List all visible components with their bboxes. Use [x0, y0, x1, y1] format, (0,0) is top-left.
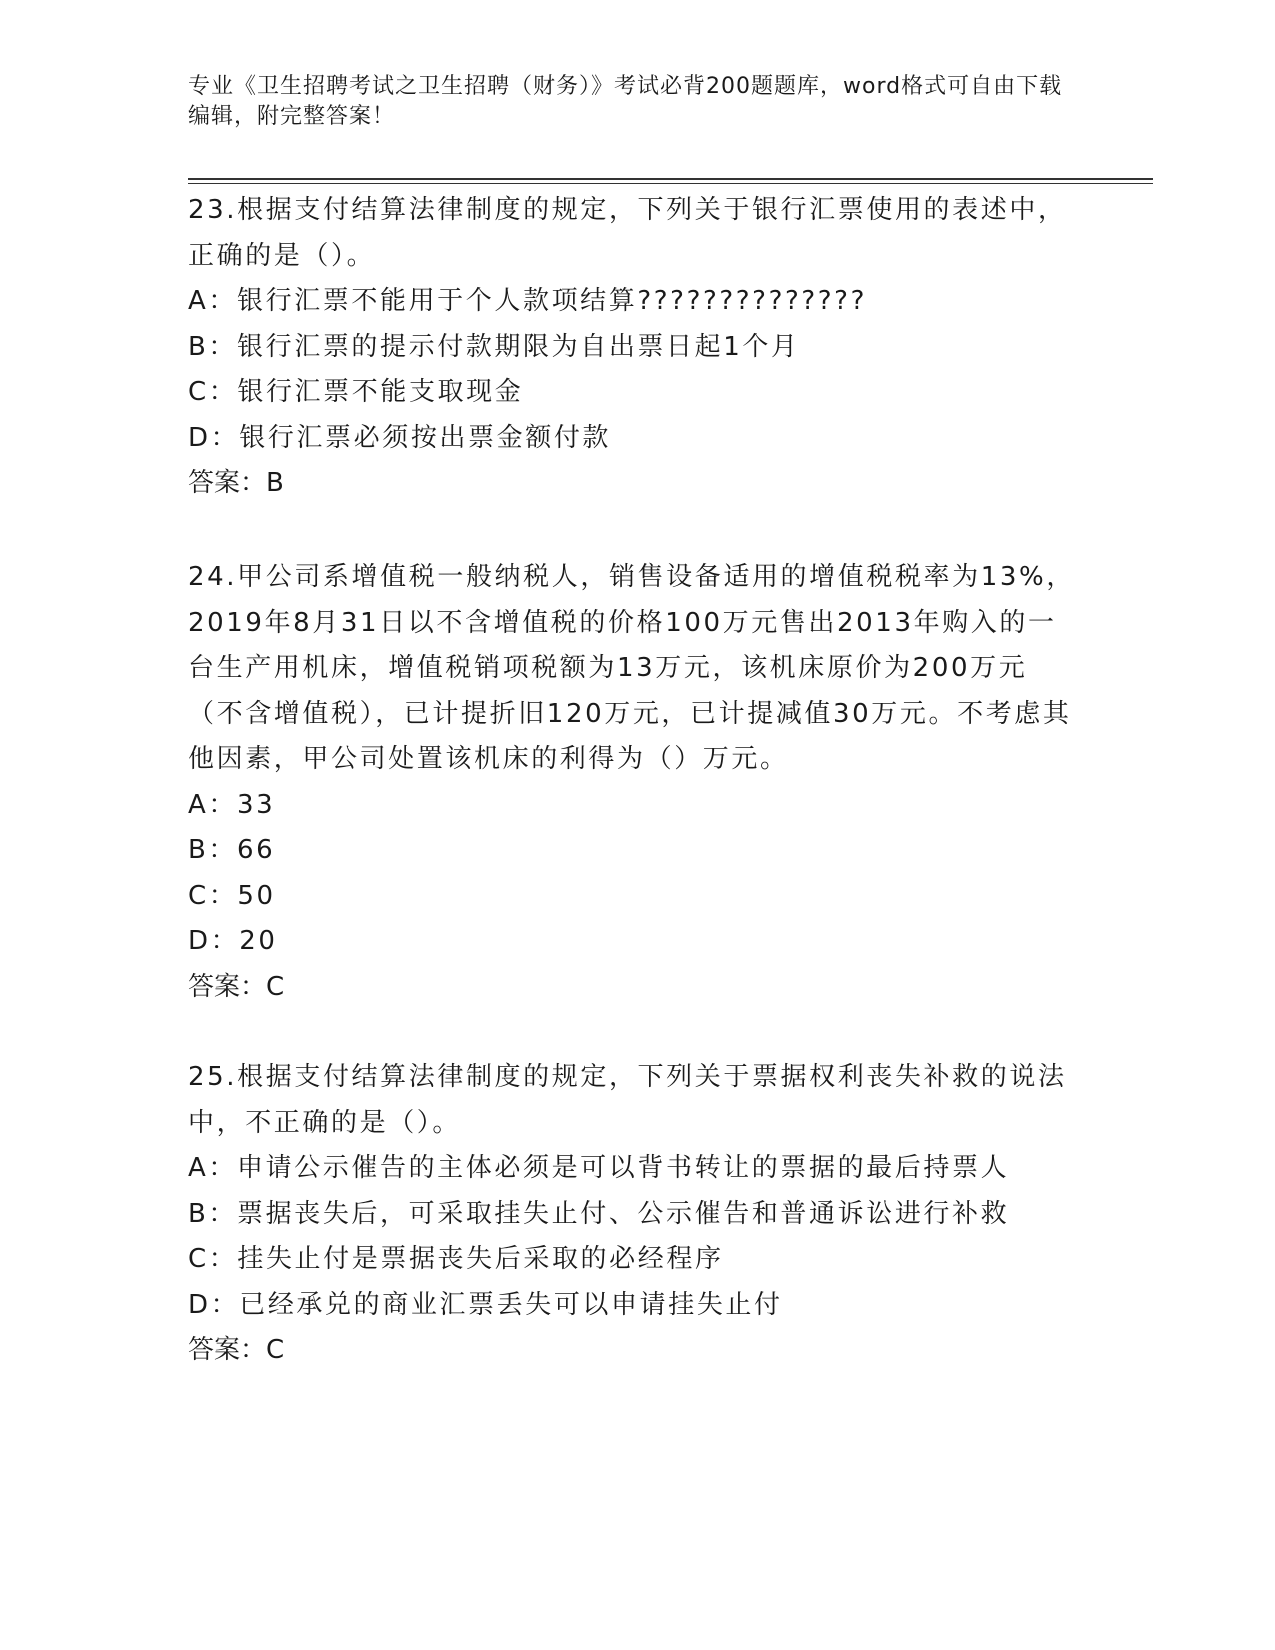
- option-a: A：33: [188, 789, 276, 820]
- option-d: D：已经承兑的商业汇票丢失可以申请挂失止付: [188, 1289, 783, 1320]
- answer-line: 答案：C: [188, 1335, 285, 1365]
- answer-line: 答案：B: [188, 468, 284, 498]
- document-header: 专业《卫生招聘考试之卫生招聘（财务）》考试必背200题题库，word格式可自由下载编辑，附完整答案！: [188, 74, 1063, 129]
- option-b: B：66: [188, 835, 276, 865]
- question-stem: 25.根据支付结算法律制度的规定，下列关于票据权利丧失补救的说法中，不正确的是（）。: [188, 1062, 1067, 1138]
- option-b: B：银行汇票的提示付款期限为自出票日起1个月: [188, 331, 800, 362]
- option-d: D：20: [188, 926, 278, 956]
- question-24: [188, 555, 1078, 1010]
- option-a: A：银行汇票不能用于个人款项结算??????????????: [188, 286, 867, 316]
- option-d: D：银行汇票必须按出票金额付款: [188, 422, 612, 453]
- question-25: [188, 1055, 1078, 1374]
- option-c: C：挂失止付是票据丧失后采取的必经程序: [188, 1244, 724, 1274]
- option-c: C：银行汇票不能支取现金: [188, 377, 524, 407]
- option-b: B：票据丧失后，可采取挂失止付、公示催告和普通诉讼进行补救: [188, 1198, 1010, 1229]
- question-23: [188, 188, 1078, 507]
- header-divider-thin: [188, 183, 1153, 184]
- question-stem: 23.根据支付结算法律制度的规定，下列关于银行汇票使用的表述中，正确的是（）。: [188, 195, 1067, 271]
- option-a: A：申请公示催告的主体必须是可以背书转让的票据的最后持票人: [188, 1153, 1010, 1183]
- header-divider-thick: [188, 178, 1153, 180]
- option-c: C：50: [188, 880, 276, 911]
- question-stem: 24.甲公司系增值税一般纳税人，销售设备适用的增值税税率为13%，2019年8月31日以不含增值税的价格100万元售出2013年购入的一台生产用机床，增值税销项税额为13万元，该机床原价为200万元（不含增值税），已计提折旧120万元，已计提减值30万元。不考虑其他因素，甲公司处置该机床的利得为（）万元。: [188, 562, 1075, 774]
- answer-line: 答案：C: [188, 971, 285, 1002]
